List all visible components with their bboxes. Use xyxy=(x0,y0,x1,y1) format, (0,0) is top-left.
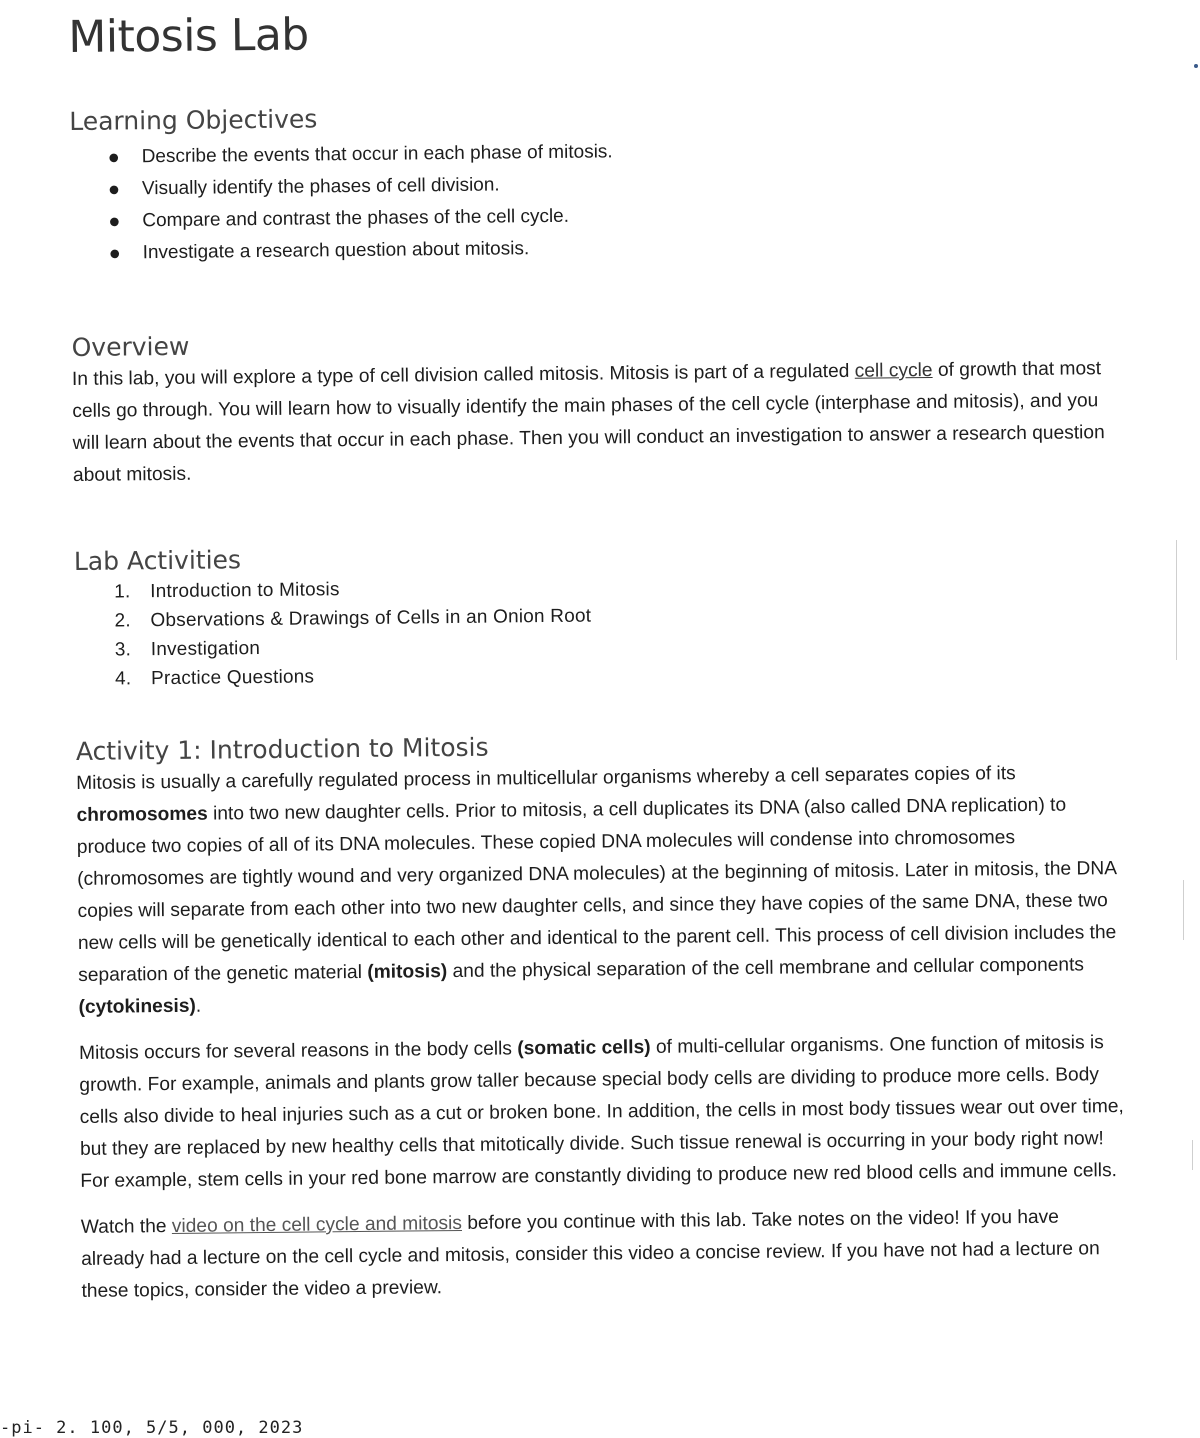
page-title: Mitosis Lab xyxy=(68,9,309,63)
activity-label: Introduction to Mitosis xyxy=(150,579,340,603)
objective-text: Investigate a research question about mitosis. xyxy=(142,238,530,264)
learning-objectives-heading: Learning Objectives xyxy=(69,104,318,136)
objective-text: Describe the events that occur in each phase of mitosis. xyxy=(141,141,613,168)
overview-paragraph xyxy=(72,353,1118,492)
paragraph-text: . xyxy=(195,995,202,1017)
video-link[interactable]: video on the cell cycle and mitosis xyxy=(171,1212,463,1237)
paragraph-text: into two new daughter cells. Prior to mitosis, a cell duplicates its DNA (also called DNA replication) to produce two copies of all of its DNA molecules. These copied DNA molecules will condense into chromosomes (chromosomes are tightly wound and very organized DNA molecules) at the beginning of mitosis. Later in mitosis, the DNA copies will separate from each other into two new daughter cells, and since they have copies of the same DNA, these two new cells will be genetically identical to each other and identical to the parent cell. This process of cell division includes the separation of the genetic material xyxy=(76,794,1117,986)
item-number: 3. xyxy=(114,639,132,661)
learning-objectives-list xyxy=(69,131,1115,270)
term-chromosomes: chromosomes xyxy=(76,803,208,826)
objective-text: Visually identify the phases of cell division. xyxy=(141,174,500,200)
scan-artifact xyxy=(1176,540,1177,660)
paragraph-text: Mitosis is usually a carefully regulated process in multicellular organisms whereby a cell separates copies of its xyxy=(76,763,1016,794)
activity1-paragraph-2 xyxy=(79,1027,1126,1198)
lab-activities-heading: Lab Activities xyxy=(73,545,242,576)
overview-text: In this lab, you will explore a type of cell division called mitosis. Mitosis is part of a regulated xyxy=(71,360,855,390)
activity1-paragraph-3 xyxy=(81,1201,1127,1308)
bullet-icon: ● xyxy=(108,242,121,265)
paragraph-text: before you continue with this lab. Take notes on the video! If you have already had a lecture on the cell cycle and mitosis, consider this video a concise review. If you have not had a lecture on these topics, consider the video a preview. xyxy=(81,1206,1100,1302)
item-number: 1. xyxy=(114,581,131,603)
paragraph-text: Mitosis occurs for several reasons in the body cells xyxy=(78,1038,518,1064)
scan-artifact xyxy=(1194,64,1198,68)
bullet-icon: ● xyxy=(108,210,121,233)
paragraph-text: Watch the xyxy=(80,1215,172,1238)
lab-activities-list xyxy=(74,567,1120,694)
activity-label: Practice Questions xyxy=(151,666,315,690)
overview-text: of growth that most cells go through. You will learn how to visually identify the main phases of the cell cycle (interphase and mitosis), and you will learn about the events that occur in each phase. Then you will conduct an investigation to answer a research question about mitosis. xyxy=(72,358,1105,486)
overview-heading: Overview xyxy=(71,331,190,362)
paragraph-text: and the physical separation of the cell membrane and cellular components xyxy=(447,954,1085,983)
term-somatic-cells: (somatic cells) xyxy=(517,1036,651,1060)
item-number: 2. xyxy=(114,610,131,632)
activity1-paragraph-1 xyxy=(76,757,1124,1024)
scan-artifact xyxy=(1192,1140,1193,1170)
bullet-icon: ● xyxy=(107,146,120,169)
item-number: 4. xyxy=(115,668,132,690)
objective-text: Compare and contrast the phases of the cell cycle. xyxy=(142,205,570,232)
paragraph-text: of multi-cellular organisms. One function of mitosis is growth. For example, animals and plants grow taller because special body cells are dividing to produce more cells. Body cells also divide to heal injuries such as a cut or broken bone. In addition, the cells in most body tissues wear out over time, but they are replaced by new healthy cells that mitotically divide. Such tissue renewal is occurring in your body right now! For example, stem cells in your red bone marrow are constantly dividing to produce new red blood cells and immune cells. xyxy=(79,1032,1124,1192)
term-mitosis: (mitosis) xyxy=(367,961,448,983)
scan-artifact xyxy=(1183,880,1184,940)
bullet-icon: ● xyxy=(107,178,121,201)
activity-label: Investigation xyxy=(150,638,261,661)
document-content xyxy=(68,0,1127,1308)
cell-cycle-link[interactable]: cell cycle xyxy=(854,359,933,382)
footer-fragment: -pi- 2. 100, 5/5, 000, 2023 xyxy=(0,1418,304,1438)
term-cytokinesis: (cytokinesis) xyxy=(78,995,196,1018)
activity-label: Observations & Drawings of Cells in an Onion Root xyxy=(150,605,592,632)
activity1-heading: Activity 1: Introduction to Mitosis xyxy=(75,732,489,766)
